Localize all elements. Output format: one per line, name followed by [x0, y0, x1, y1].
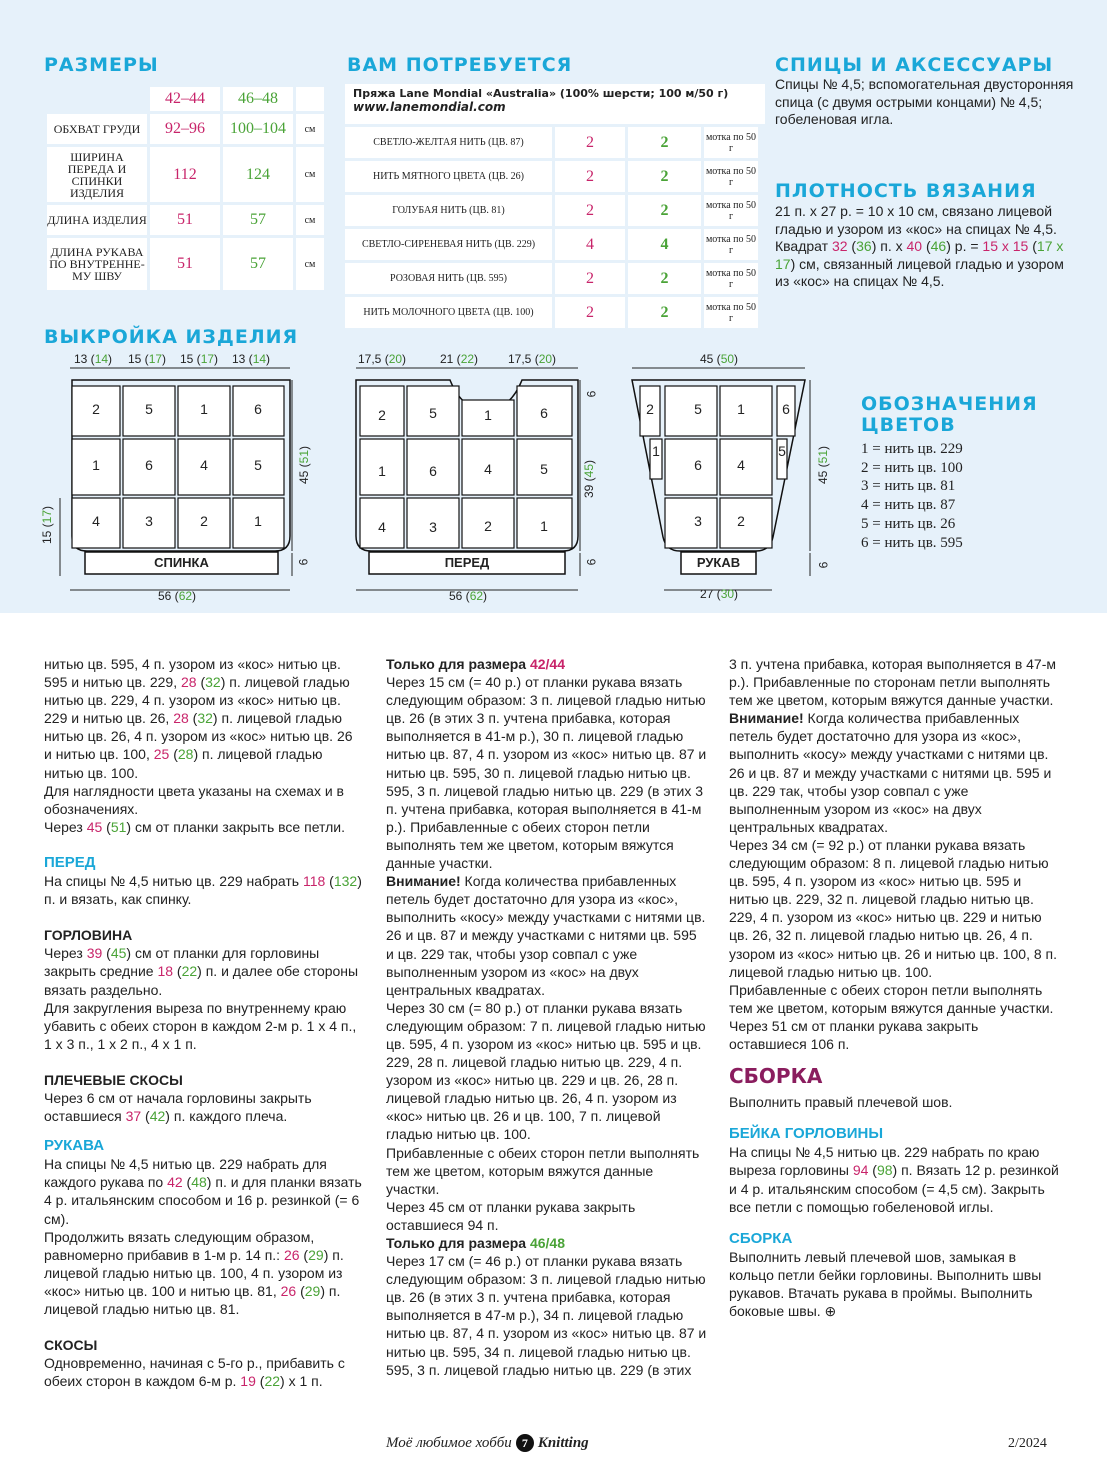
legend-item: 1 = нить цв. 229 — [861, 441, 963, 457]
size-value: 112 — [150, 147, 220, 202]
yarn-url: www.lanemondial.com — [353, 100, 506, 114]
yarn-info — [345, 84, 765, 124]
sizes-table — [44, 84, 327, 293]
material-row: РОЗОВАЯ НИТЬ (ЦВ. 595) 2 2 мотка по 50 г — [345, 263, 765, 294]
section-heading: РУКАВА — [44, 1137, 105, 1155]
materials-heading: ВАМ ПОТРЕБУЕТСЯ — [347, 54, 573, 76]
dim-label: 13 (14) — [74, 352, 113, 366]
dim-label: 21 (22) — [440, 352, 479, 366]
front-label: ПЕРЕД — [444, 555, 490, 570]
legend-heading: ОБОЗНАЧЕНИЯ ЦВЕТОВ — [861, 393, 1038, 436]
material-row: ГОЛУБАЯ НИТЬ (ЦВ. 81) 2 2 мотка по 50 г — [345, 195, 765, 226]
material-row: СВЕТЛО-ЖЕЛТАЯ НИТЬ (ЦВ. 87) 2 2 мотка по 50 г — [345, 127, 765, 158]
needles-heading: СПИЦЫ И АКСЕССУАРЫ — [775, 54, 1054, 76]
size-col-a: 42–44 — [150, 87, 220, 111]
size-value: 51 — [150, 205, 220, 235]
dim-label: 15 (17) — [40, 505, 55, 545]
text-column-1: нитью цв. 595, 4 п. узором из «кос» нитью цв. 595 и нитью цв. 229, 28 (32) п. лицевой гладью нитью цв. 229, 4 п. узором из «кос» нитью цв. 229 и нитью цв. 26, 28 (32) п. лицевой гладью нитью цв. 26, 4 п. узором из «кос» нитью цв. 26 и нитью цв. 100, 25 (28) п. лицевой гладью нитью цв. 100. Для наглядности цвета указаны на схемах и в обозначениях. Через 45 (51) см от планки закрыть все петли. ПЕРЕД На спицы № 4,5 нитью цв. 229 набрать 118 (132) п. и вязать, как спинку. ГОРЛОВИНА Через 39 (45) см от планки для горловины закрыть средние 18 (22) п. и далее обе стороны вязать раздельно. Для закругления выреза по внутреннему краю убавить с обеих сторон в каждом 2-м р. 1 х 4 п., 1 х 3 п., 1 х 2 п., 4 х 1 п. ПЛЕЧЕВЫЕ СКОСЫ Через 6 см от начала горловины закрыть оставшиеся 37 (42) п. каждого плеча. РУКАВА На спицы № 4,5 нитью цв. 229 набрать для каждого рукава по 42 (48) п. и для планки вязать 4 р. итальянским способом и 16 р. резинкой (= 6 см). Продолжить вязать следующим образом, равномерно прибавив в 1-м р. 14 п.: 26 (29) п. лицевой гладью нитью цв. 100, 4 п. узором из «кос» нитью цв. 100 и нитью цв. 81, 26 (29) п. лицевой гладью нитью цв. 81. СКОСЫ Одновременно, начиная с 5-го р., прибавить с обеих сторон в каждом 6-м р. 19 (22) х 1 п. — [44, 655, 364, 1390]
dim-label: 17,5 (20) — [358, 352, 407, 366]
issue-number: 2/2024 — [1008, 1436, 1047, 1451]
needles-text: Спицы № 4,5; вспомогательная двусторонняя спица (с двумя острыми концами) № 4,5; гобеленовая игла. — [775, 76, 1074, 127]
legend-item: 6 = нить цв. 595 — [861, 534, 963, 551]
size-unit: см — [296, 205, 324, 235]
size-value: 92–96 — [150, 114, 220, 144]
section-heading: ГОРЛОВИНА — [44, 927, 133, 944]
section-heading: БЕЙКА ГОРЛОВИНЫ — [729, 1125, 884, 1143]
dim-label: 56 (62) — [158, 589, 197, 603]
size-unit: см — [296, 238, 324, 290]
legend-item: 4 = нить цв. 87 — [861, 497, 956, 514]
gauge-text: 21 п. х 27 р. = 10 х 10 см, связано лицевой гладью и узором из «кос» на спицах № 4,5. Квадрат 32 (36) п. х 40 (46) р. = 15 х 15 (17 х 17) см, связанный лицевой гладью и узором из «кос» на спицах № 4,5. — [775, 203, 1064, 289]
section-heading: ПЛЕЧЕВЫЕ СКОСЫ — [44, 1071, 183, 1088]
section-heading: СКОСЫ — [44, 1337, 98, 1354]
sizes-heading: РАЗМЕРЫ — [44, 54, 159, 76]
back-label: СПИНКА — [154, 555, 209, 570]
dim-label: 6 — [584, 558, 599, 566]
dim-label: 6 — [584, 390, 599, 398]
size-label: ОБХВАТ ГРУДИ — [47, 114, 147, 144]
legend-item: 3 = нить цв. 81 — [861, 478, 956, 495]
pattern-heading: ВЫКРОЙКА ИЗДЕЛИЯ — [44, 326, 299, 348]
dim-label: 45 (51) — [816, 445, 831, 485]
text-column-2: Только для размера 42/44 Через 15 см (= 40 р.) от планки рукава вязать следующим образом: 3 п. лицевой гладью нитью цв. 26 (в этих 3 п. учтена прибавка, которая выполняется в 41-м р.), 30 п. лицевой гладью нитью цв. 87, 4 п. узором из «кос» нитью цв. 87 и нитью цв. 595, 30 п. лицевой гладью нитью цв. 595, 3 п. лицевой гладью нитью цв. 229 (в этих 3 п. учтена прибавка, которая выполняется в 41-м р.). Прибавленные с обеих сторон петли выполнять тем же цветом, которым вяжутся данные участки. Внимание! Когда количества прибавленных петель будет достаточно для узора из «кос», выполнить «косу» между участками с нитями цв. 26 и цв. 87 и между участками с нитями цв. 595 и цв. 229 так, чтобы узор совпал с уже выполненным узором из «кос» на двух центральных квадратах. Через 30 см (= 80 р.) от планки рукава вязать следующим образом: 7 п. лицевой гладью нитью цв. 595, 4 п. узором из «кос» нитью цв. 595 и цв. 229, 28 п. лицевой гладью нитью цв. 229, 4 п. узором из «кос» нитью цв. 229 и цв. 26, 28 п. лицевой гладью нитью цв. 26, 4 п. узором из «кос» нитью цв. 26 и цв. 100, 7 п. лицевой гладью нитью цв. 100. Прибавленные с обеих сторон петли выполнять тем же цветом, которым вяжутся данные участки. Через 45 см от планки рукава закрыть оставшиеся 94 п. Только для размера 46/48 Через 17 см (= 46 р.) от планки рукава вязать следующим образом: 3 п. лицевой гладью нитью цв. 26 (в этих 3 п. учтена прибавка, которая выполняется в 47-м р.), 34 п. лицевой гладью нитью цв. 87, 4 п. узором из «кос» нитью цв. 87 и нитью цв. 595, 34 п. лицевой гладью нитью цв. 595, 3 п. лицевой гладью нитью цв. 229 (в этих — [386, 656, 707, 1378]
size-value: 124 — [223, 147, 293, 202]
material-row: НИТЬ МЯТНОГО ЦВЕТА (ЦВ. 26) 2 2 мотка по 50 г — [345, 161, 765, 192]
size-col-b: 46–48 — [223, 87, 293, 111]
section-heading: СБОРКА — [729, 1229, 793, 1247]
section-heading: Только для размера 46/48 — [386, 1235, 566, 1251]
yarn-name: Пряжа Lane Mondial «Australia» (100% шерсти; 100 м/50 г) — [353, 87, 729, 100]
size-label: ДЛИНА ИЗДЕЛИЯ — [47, 205, 147, 235]
size-value: 57 — [223, 238, 293, 290]
dim-label: 39 (45) — [582, 459, 597, 499]
page-number: 7 — [516, 1434, 534, 1452]
size-value: 100–104 — [223, 114, 293, 144]
dim-label: 15 (17) — [128, 352, 167, 366]
dim-label: 56 (62) — [449, 589, 488, 603]
materials-table — [345, 84, 765, 331]
dim-label: 27 (30) — [700, 587, 739, 601]
size-unit: см — [296, 114, 324, 144]
sleeve-label: РУКАВ — [696, 555, 741, 570]
section-heading: ПЕРЕД — [44, 853, 96, 871]
dim-label: 15 (17) — [180, 352, 219, 366]
dim-label: 6 — [296, 558, 311, 566]
gauge-heading: ПЛОТНОСТЬ ВЯЗАНИЯ — [775, 180, 1037, 202]
dim-label: 45 (51) — [297, 445, 312, 485]
legend-item: 5 = нить цв. 26 — [861, 515, 956, 532]
size-value: 51 — [150, 238, 220, 290]
size-label: ШИРИНА ПЕРЕДА И СПИНКИ ИЗДЕЛИЯ — [47, 147, 147, 202]
size-label: ДЛИНА РУКАВА ПО ВНУТРЕННЕ-МУ ШВУ — [47, 238, 147, 290]
dim-label: 6 — [816, 561, 831, 569]
dim-label: 45 (50) — [700, 352, 739, 366]
section-heading: Только для размера 42/44 — [386, 656, 566, 672]
dim-label: 17,5 (20) — [508, 352, 557, 366]
material-row: СВЕТЛО-СИРЕНЕВАЯ НИТЬ (ЦВ. 229) 4 4 мотка по 50 г — [345, 229, 765, 260]
material-row: НИТЬ МОЛОЧНОГО ЦВЕТА (ЦВ. 100) 2 2 мотка по 50 г — [345, 297, 765, 328]
section-heading: СБОРКА — [729, 1064, 823, 1089]
text-column-3: 3 п. учтена прибавка, которая выполняется в 47-м р.). Прибавленные по сторонам петли выполнять тем же цветом, которым вяжутся данные участки. Внимание! Когда количества прибавленных петель будет достаточно для узора из «кос», выполнить «косу» между участками с нитями цв. 26 и цв. 87 и между участками с нитями цв. 595 и цв. 229 так, чтобы узор совпал с уже выполненным узором из «кос» на двух центральных квадратах. Через 34 см (= 92 р.) от планки рукава вязать следующим образом: 8 п. лицевой гладью нитью цв. 595, 4 п. узором из «кос» нитью цв. 595 и нитью цв. 229, 32 п. лицевой гладью нитью цв. 229, 4 п. узором из «кос» нитью цв. 229 и нитью цв. 26, 32 п. лицевой гладью нитью цв. 26, 4 п. узором из «кос» нитью цв. 26 и нитью цв. 100, 8 п. лицевой гладью нитью цв. 100. Прибавленные с обеих сторон петли выполнять тем же цветом, которым вяжутся данные участки. Через 51 см от планки рукава закрыть оставшиеся 106 п. СБОРКА Выполнить правый плечевой шов. БЕЙКА ГОРЛОВИНЫ На спицы № 4,5 нитью цв. 229 набрать по краю выреза горловины 94 (98) п. Вязать 12 р. резинкой и 4 р. итальянским способом (= 4,5 см). Закрыть все петли с помощью гобеленовой иглы. СБОРКА Выполнить левый плечевой шов, замыкая в кольцо петли бейки горловины. Выполнить швы рукавов. Втачать рукава в проймы. Выполнить боковые швы. ⊕ — [729, 656, 1059, 1320]
dim-label: 13 (14) — [232, 352, 271, 366]
size-unit: см — [296, 147, 324, 202]
legend-item: 2 = нить цв. 100 — [861, 459, 963, 476]
size-value: 57 — [223, 205, 293, 235]
footer-magazine: Моё любимое хобби 7 Knitting — [386, 1434, 589, 1451]
